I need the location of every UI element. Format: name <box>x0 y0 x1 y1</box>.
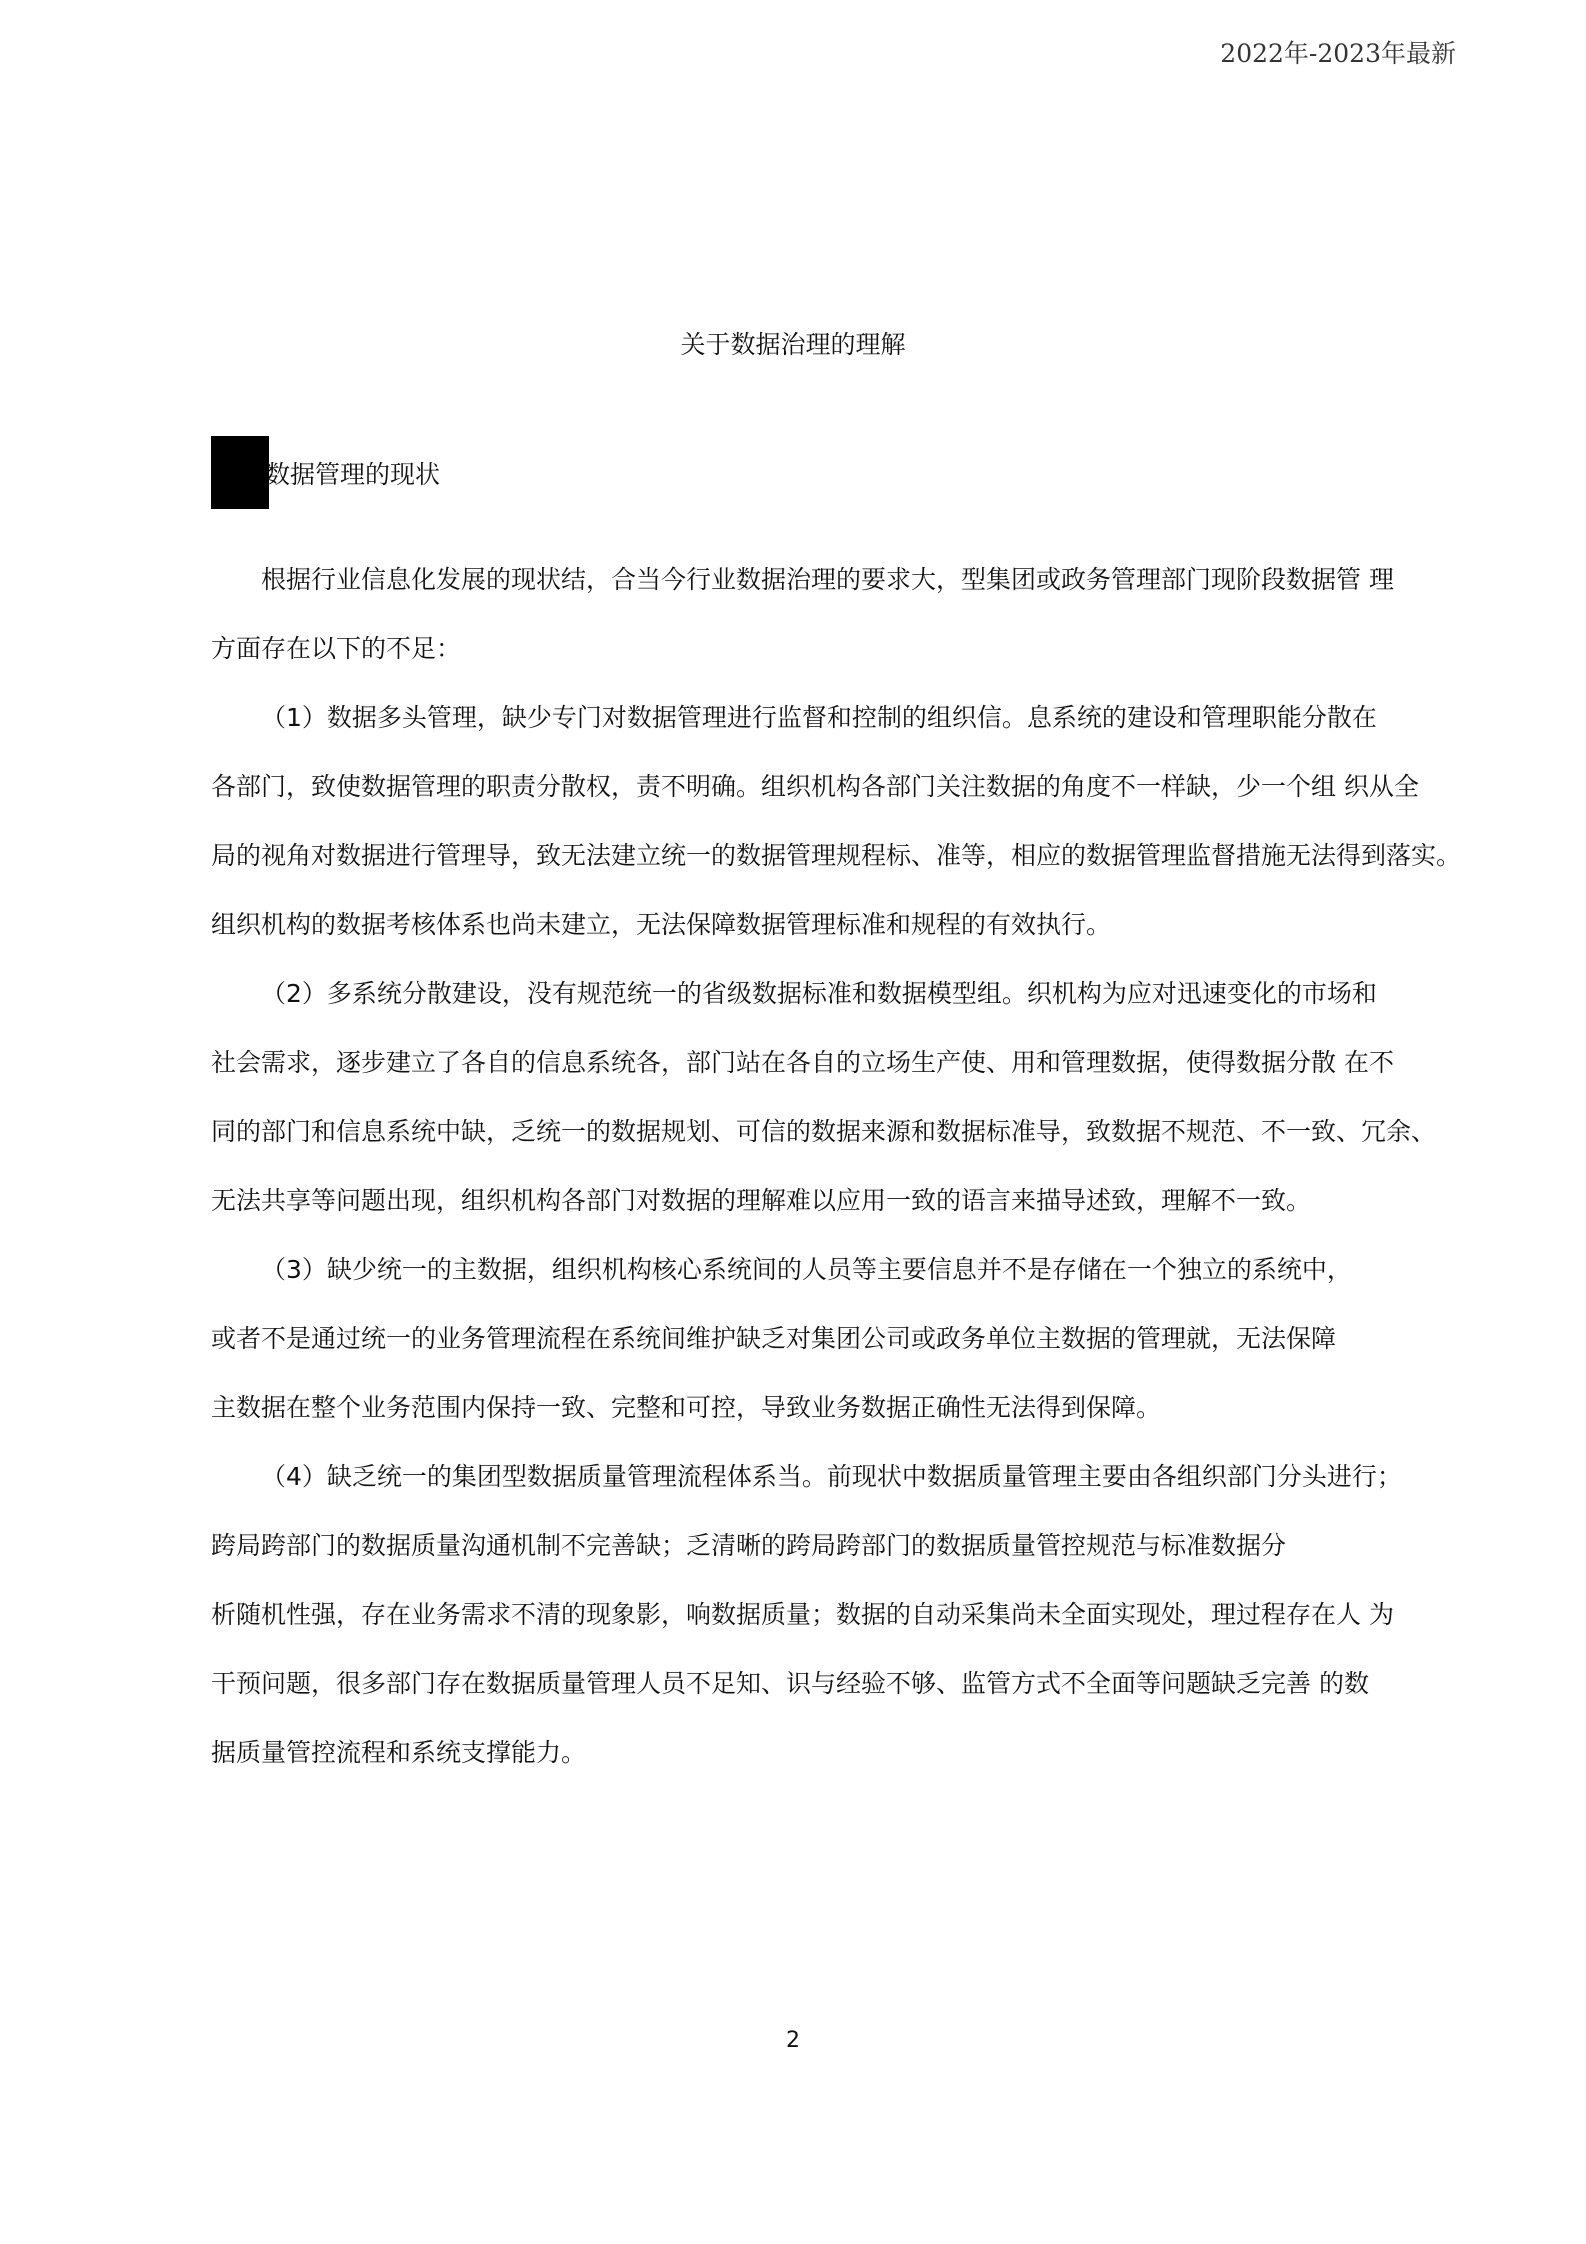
paragraph <box>211 1235 1461 1442</box>
section-heading-text: 数据管理的现状 <box>265 459 441 489</box>
text-line: 跨局跨部门的数据质量沟通机制不完善缺；乏清晰的跨局跨部门的数据质量管控规范与标准数据分 <box>211 1531 1287 1560</box>
text-line: 干预问题，很多部门存在数据质量管理人员不足知、识与经验不够、监管方式不全面等问题缺乏完善 的数 <box>211 1669 1369 1698</box>
redaction-box <box>211 436 269 509</box>
paragraph <box>211 1442 1461 1787</box>
text-line: 社会需求，逐步建立了各自的信息系统各，部门站在各自的立场生产使、用和管理数据，使得数据分散 在不 <box>211 1048 1394 1077</box>
paragraph <box>211 545 1461 683</box>
section-heading <box>211 436 440 509</box>
text-line: 组织机构的数据考核体系也尚未建立，无法保障数据管理标准和规程的有效执行。 <box>211 910 1112 939</box>
text-line: （4）缺乏统一的集团型数据质量管理流程体系当。前现状中数据质量管理主要由各组织部门分头进行； <box>261 1462 1402 1491</box>
text-line: 析随机性强，存在业务需求不清的现象影，响数据质量；数据的自动采集尚未全面实现处，理过程存在人 为 <box>211 1600 1394 1629</box>
paragraph <box>211 683 1461 959</box>
page-number: 2 <box>786 2028 800 2053</box>
document-body <box>211 545 1461 1787</box>
document-title: 关于数据治理的理解 <box>680 330 906 359</box>
text-line: （1）数据多头管理，缺少专门对数据管理进行监督和控制的组织信。息系统的建设和管理职能分散在 <box>261 703 1377 732</box>
text-line: 同的部门和信息系统中缺，乏统一的数据规划、可信的数据来源和数据标准导，致数据不规范、不一致、冗余、 <box>211 1117 1437 1146</box>
paragraph <box>211 959 1461 1235</box>
text-line: 主数据在整个业务范围内保持一致、完整和可控，导致业务数据正确性无法得到保障。 <box>211 1393 1162 1422</box>
text-line: 无法共享等问题出现，组织机构各部门对数据的理解难以应用一致的语言来描导述致，理解不一致。 <box>211 1186 1312 1215</box>
text-line: 局的视角对数据进行管理导，致无法建立统一的数据管理规程标、准等，相应的数据管理监督措施无法得到落实。 <box>211 841 1462 870</box>
text-line: 各部门，致使数据管理的职责分散权，责不明确。组织机构各部门关注数据的角度不一样缺，少一个组 织从全 <box>211 772 1419 801</box>
text-line: （3）缺少统一的主数据，组织机构核心系统间的人员等主要信息并不是存储在一个独立的系统中， <box>261 1255 1352 1284</box>
page-header: 2022年-2023年最新 <box>1220 39 1456 68</box>
text-line: 或者不是通过统一的业务管理流程在系统间维护缺乏对集团公司或政务单位主数据的管理就，无法保障 <box>211 1324 1337 1353</box>
text-line: 方面存在以下的不足： <box>211 634 462 663</box>
text-line: 根据行业信息化发展的现状结，合当今行业数据治理的要求大，型集团或政务管理部门现阶段数据管 理 <box>261 565 1394 594</box>
text-line: 据质量管控流程和系统支撑能力。 <box>211 1738 587 1767</box>
text-line: （2）多系统分散建设，没有规范统一的省级数据标准和数据模型组。织机构为应对迅速变化的市场和 <box>261 979 1377 1008</box>
